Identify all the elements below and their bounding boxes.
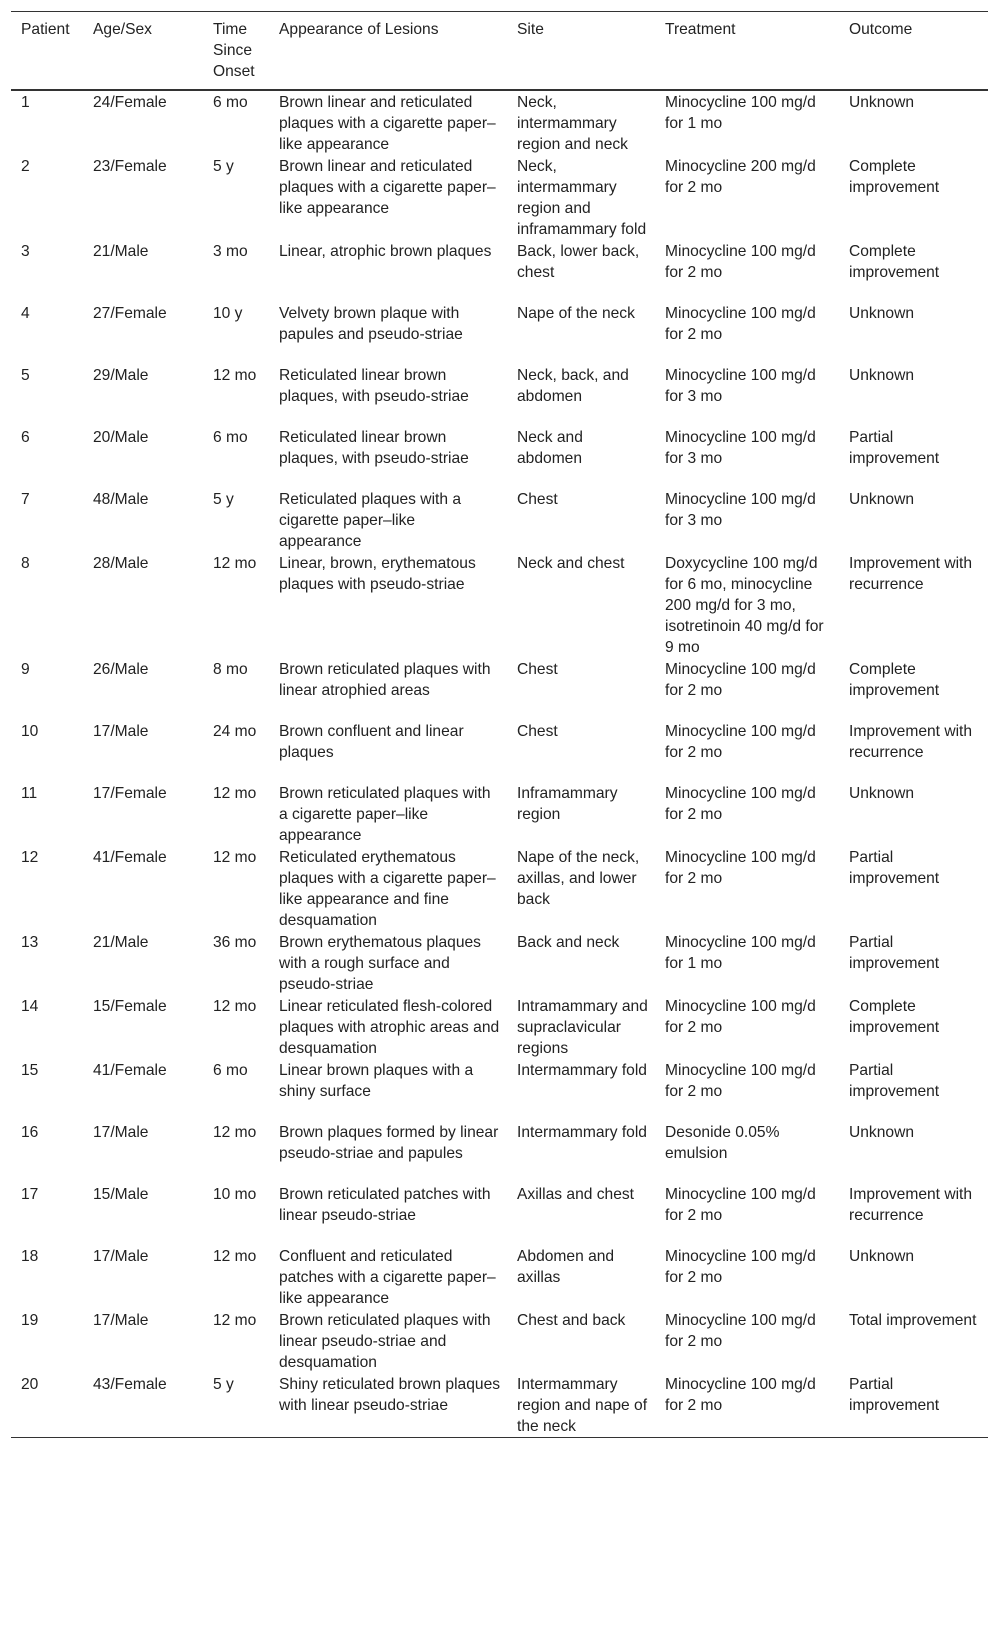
cell-age-sex: 41/Female [93,849,167,866]
cell-time-since-onset: 12 mo [213,1124,257,1141]
cell-time-since-onset: 6 mo [213,1062,248,1079]
cell-treatment: Desonide 0.05% emulsion [665,1124,780,1162]
cell-patient: 7 [21,491,30,508]
cell-site: Neck, back, and abdomen [517,367,629,405]
cell-appearance: Confluent and reticulated patches with a cigarette paper–like appearance [279,1248,496,1307]
cell-appearance: Linear reticulated flesh-colored plaques with atrophic areas and desquamation [279,998,500,1057]
cell-time-since-onset: 12 mo [213,1312,257,1329]
cell-time-since-onset: 12 mo [213,1248,257,1265]
cell-outcome: Unknown [849,1248,915,1265]
cell-age-sex: 15/Female [93,998,167,1015]
table-row [11,240,988,302]
cell-patient: 6 [21,429,30,446]
cell-treatment: Minocycline 100 mg/d for 3 mo [665,491,816,529]
cell-appearance: Reticulated linear brown plaques, with pseudo-striae [279,367,469,405]
cell-time-since-onset: 8 mo [213,661,248,678]
cell-time-since-onset: 12 mo [213,785,257,802]
cell-outcome: Complete improvement [849,661,940,699]
cell-time-since-onset: 5 y [213,158,234,175]
cell-age-sex: 43/Female [93,1376,167,1393]
table-row [11,488,988,552]
header-appearance: Appearance of Lesions [279,21,439,38]
cell-time-since-onset: 12 mo [213,367,257,384]
cell-site: Back and neck [517,934,620,951]
cell-site: Neck, intermammary region and inframammary fold [517,158,647,238]
cell-site: Inframammary region [517,785,618,823]
cell-patient: 1 [21,94,30,111]
cell-age-sex: 26/Male [93,661,149,678]
cell-patient: 8 [21,555,30,572]
table-row [11,931,988,995]
cell-patient: 9 [21,661,30,678]
cell-site: Neck and chest [517,555,625,572]
cell-treatment: Minocycline 100 mg/d for 2 mo [665,243,816,281]
cell-outcome: Unknown [849,785,915,802]
cell-treatment: Minocycline 100 mg/d for 1 mo [665,94,816,132]
cell-patient: 17 [21,1186,39,1203]
cell-patient: 18 [21,1248,39,1265]
cell-patient: 2 [21,158,30,175]
cell-treatment: Doxycycline 100 mg/d for 6 mo, minocycline 200 mg/d for 3 mo, isotretinoin 40 mg/d for 9 mo [665,555,824,656]
table-header [11,12,988,91]
cell-age-sex: 21/Male [93,934,149,951]
cell-age-sex: 41/Female [93,1062,167,1079]
cell-time-since-onset: 5 y [213,1376,234,1393]
cell-patient: 5 [21,367,30,384]
cell-age-sex: 17/Male [93,1248,149,1265]
cell-treatment: Minocycline 100 mg/d for 2 mo [665,1062,816,1100]
table-row [11,364,988,426]
cell-site: Nape of the neck [517,305,635,322]
cell-site: Intramammary and supraclavicular regions [517,998,648,1057]
cell-patient: 10 [21,723,39,740]
cell-treatment: Minocycline 100 mg/d for 3 mo [665,429,816,467]
cell-site: Nape of the neck, axillas, and lower back [517,849,640,908]
cell-outcome: Complete improvement [849,158,940,196]
header-outcome: Outcome [849,21,913,38]
cell-outcome: Improvement with recurrence [849,555,973,593]
cell-patient: 13 [21,934,39,951]
cell-site: Abdomen and axillas [517,1248,615,1286]
table-row [11,658,988,720]
cell-age-sex: 17/Male [93,1312,149,1329]
cell-appearance: Reticulated erythematous plaques with a cigarette paper–like appearance and fine desquamation [279,849,496,929]
cell-time-since-onset: 3 mo [213,243,248,260]
table-row [11,1121,988,1183]
cell-age-sex: 24/Female [93,94,167,111]
cell-time-since-onset: 36 mo [213,934,257,951]
cell-outcome: Partial improvement [849,1376,940,1414]
cell-appearance: Linear brown plaques with a shiny surface [279,1062,474,1100]
cell-treatment: Minocycline 100 mg/d for 2 mo [665,723,816,761]
cell-time-since-onset: 5 y [213,491,234,508]
cell-patient: 16 [21,1124,39,1141]
cell-site: Back, lower back, chest [517,243,640,281]
cell-outcome: Total improvement [849,1312,977,1329]
cell-site: Chest [517,723,558,740]
cell-treatment: Minocycline 100 mg/d for 2 mo [665,305,816,343]
cell-appearance: Brown erythematous plaques with a rough surface and pseudo-striae [279,934,481,993]
cell-outcome: Partial improvement [849,934,940,972]
cell-time-since-onset: 10 mo [213,1186,257,1203]
cell-appearance: Velvety brown plaque with papules and pseudo-striae [279,305,463,343]
cell-outcome: Unknown [849,367,915,384]
cell-time-since-onset: 12 mo [213,998,257,1015]
table-row [11,1059,988,1121]
cell-patient: 20 [21,1376,39,1393]
cell-age-sex: 17/Male [93,723,149,740]
cell-time-since-onset: 24 mo [213,723,257,740]
cell-age-sex: 17/Female [93,785,167,802]
cell-site: Chest [517,491,558,508]
cell-appearance: Brown linear and reticulated plaques with a cigarette paper–like appearance [279,158,496,217]
cell-treatment: Minocycline 200 mg/d for 2 mo [665,158,816,196]
cell-appearance: Brown reticulated plaques with linear pseudo-striae and desquamation [279,1312,491,1371]
cell-outcome: Complete improvement [849,998,940,1036]
cell-outcome: Complete improvement [849,243,940,281]
cell-outcome: Unknown [849,94,915,111]
header-row [11,12,988,91]
cell-age-sex: 21/Male [93,243,149,260]
cell-outcome: Unknown [849,305,915,322]
cell-appearance: Brown reticulated plaques with a cigarette paper–like appearance [279,785,491,844]
table-row [11,426,988,488]
header-site: Site [517,21,544,38]
cell-time-since-onset: 6 mo [213,429,248,446]
cell-site: Neck and abdomen [517,429,583,467]
table-row [11,846,988,931]
cell-patient: 4 [21,305,30,322]
table-body [11,90,988,1438]
cell-treatment: Minocycline 100 mg/d for 2 mo [665,1248,816,1286]
cell-outcome: Improvement with recurrence [849,1186,973,1224]
cell-appearance: Linear, atrophic brown plaques [279,243,492,260]
table-row [11,1373,988,1438]
table-row [11,155,988,240]
table-row [11,995,988,1059]
table-container [11,11,988,1438]
table-row [11,1245,988,1309]
cell-time-since-onset: 12 mo [213,849,257,866]
cell-patient: 3 [21,243,30,260]
table-row [11,552,988,658]
cell-age-sex: 15/Male [93,1186,149,1203]
cell-site: Chest and back [517,1312,626,1329]
cell-age-sex: 20/Male [93,429,149,446]
cell-patient: 19 [21,1312,39,1329]
table-row [11,1309,988,1373]
cell-time-since-onset: 10 y [213,305,243,322]
cell-age-sex: 27/Female [93,305,167,322]
header-patient: Patient [21,21,70,38]
cell-site: Axillas and chest [517,1186,635,1203]
cell-site: Neck, intermammary region and neck [517,94,628,153]
header-time-since-onset: Time Since Onset [213,21,255,80]
cell-age-sex: 29/Male [93,367,149,384]
cell-patient: 14 [21,998,39,1015]
cell-appearance: Brown reticulated plaques with linear atrophied areas [279,661,491,699]
cell-time-since-onset: 6 mo [213,94,248,111]
cell-outcome: Partial improvement [849,849,940,887]
cell-appearance: Reticulated linear brown plaques, with pseudo-striae [279,429,469,467]
table-row [11,1183,988,1245]
cell-site: Intermammary fold [517,1062,647,1079]
cell-outcome: Improvement with recurrence [849,723,973,761]
cell-patient: 12 [21,849,39,866]
cell-age-sex: 23/Female [93,158,167,175]
cell-treatment: Minocycline 100 mg/d for 2 mo [665,849,816,887]
cell-patient: 11 [21,785,38,802]
cell-treatment: Minocycline 100 mg/d for 2 mo [665,661,816,699]
table-row [11,782,988,846]
cell-appearance: Linear, brown, erythematous plaques with pseudo-striae [279,555,476,593]
cell-outcome: Unknown [849,1124,915,1141]
cell-treatment: Minocycline 100 mg/d for 2 mo [665,785,816,823]
cell-outcome: Unknown [849,491,915,508]
cell-age-sex: 28/Male [93,555,149,572]
cell-treatment: Minocycline 100 mg/d for 3 mo [665,367,816,405]
header-age-sex: Age/Sex [93,21,152,38]
cell-appearance: Brown confluent and linear plaques [279,723,464,761]
cell-appearance: Reticulated plaques with a cigarette paper–like appearance [279,491,462,550]
cell-site: Chest [517,661,558,678]
cell-appearance: Brown reticulated patches with linear pseudo-striae [279,1186,491,1224]
cell-outcome: Partial improvement [849,429,940,467]
table-row [11,720,988,782]
table-row [11,90,988,155]
patient-table [11,11,988,1438]
cell-treatment: Minocycline 100 mg/d for 1 mo [665,934,816,972]
cell-site: Intermammary region and nape of the neck [517,1376,648,1435]
cell-treatment: Minocycline 100 mg/d for 2 mo [665,1376,816,1414]
cell-appearance: Brown linear and reticulated plaques with a cigarette paper–like appearance [279,94,496,153]
cell-appearance: Brown plaques formed by linear pseudo-striae and papules [279,1124,499,1162]
cell-time-since-onset: 12 mo [213,555,257,572]
table-row [11,302,988,364]
cell-outcome: Partial improvement [849,1062,940,1100]
cell-treatment: Minocycline 100 mg/d for 2 mo [665,998,816,1036]
cell-age-sex: 17/Male [93,1124,149,1141]
header-treatment: Treatment [665,21,736,38]
cell-age-sex: 48/Male [93,491,149,508]
cell-treatment: Minocycline 100 mg/d for 2 mo [665,1186,816,1224]
cell-treatment: Minocycline 100 mg/d for 2 mo [665,1312,816,1350]
cell-patient: 15 [21,1062,39,1079]
cell-site: Intermammary fold [517,1124,647,1141]
cell-appearance: Shiny reticulated brown plaques with linear pseudo-striae [279,1376,501,1414]
